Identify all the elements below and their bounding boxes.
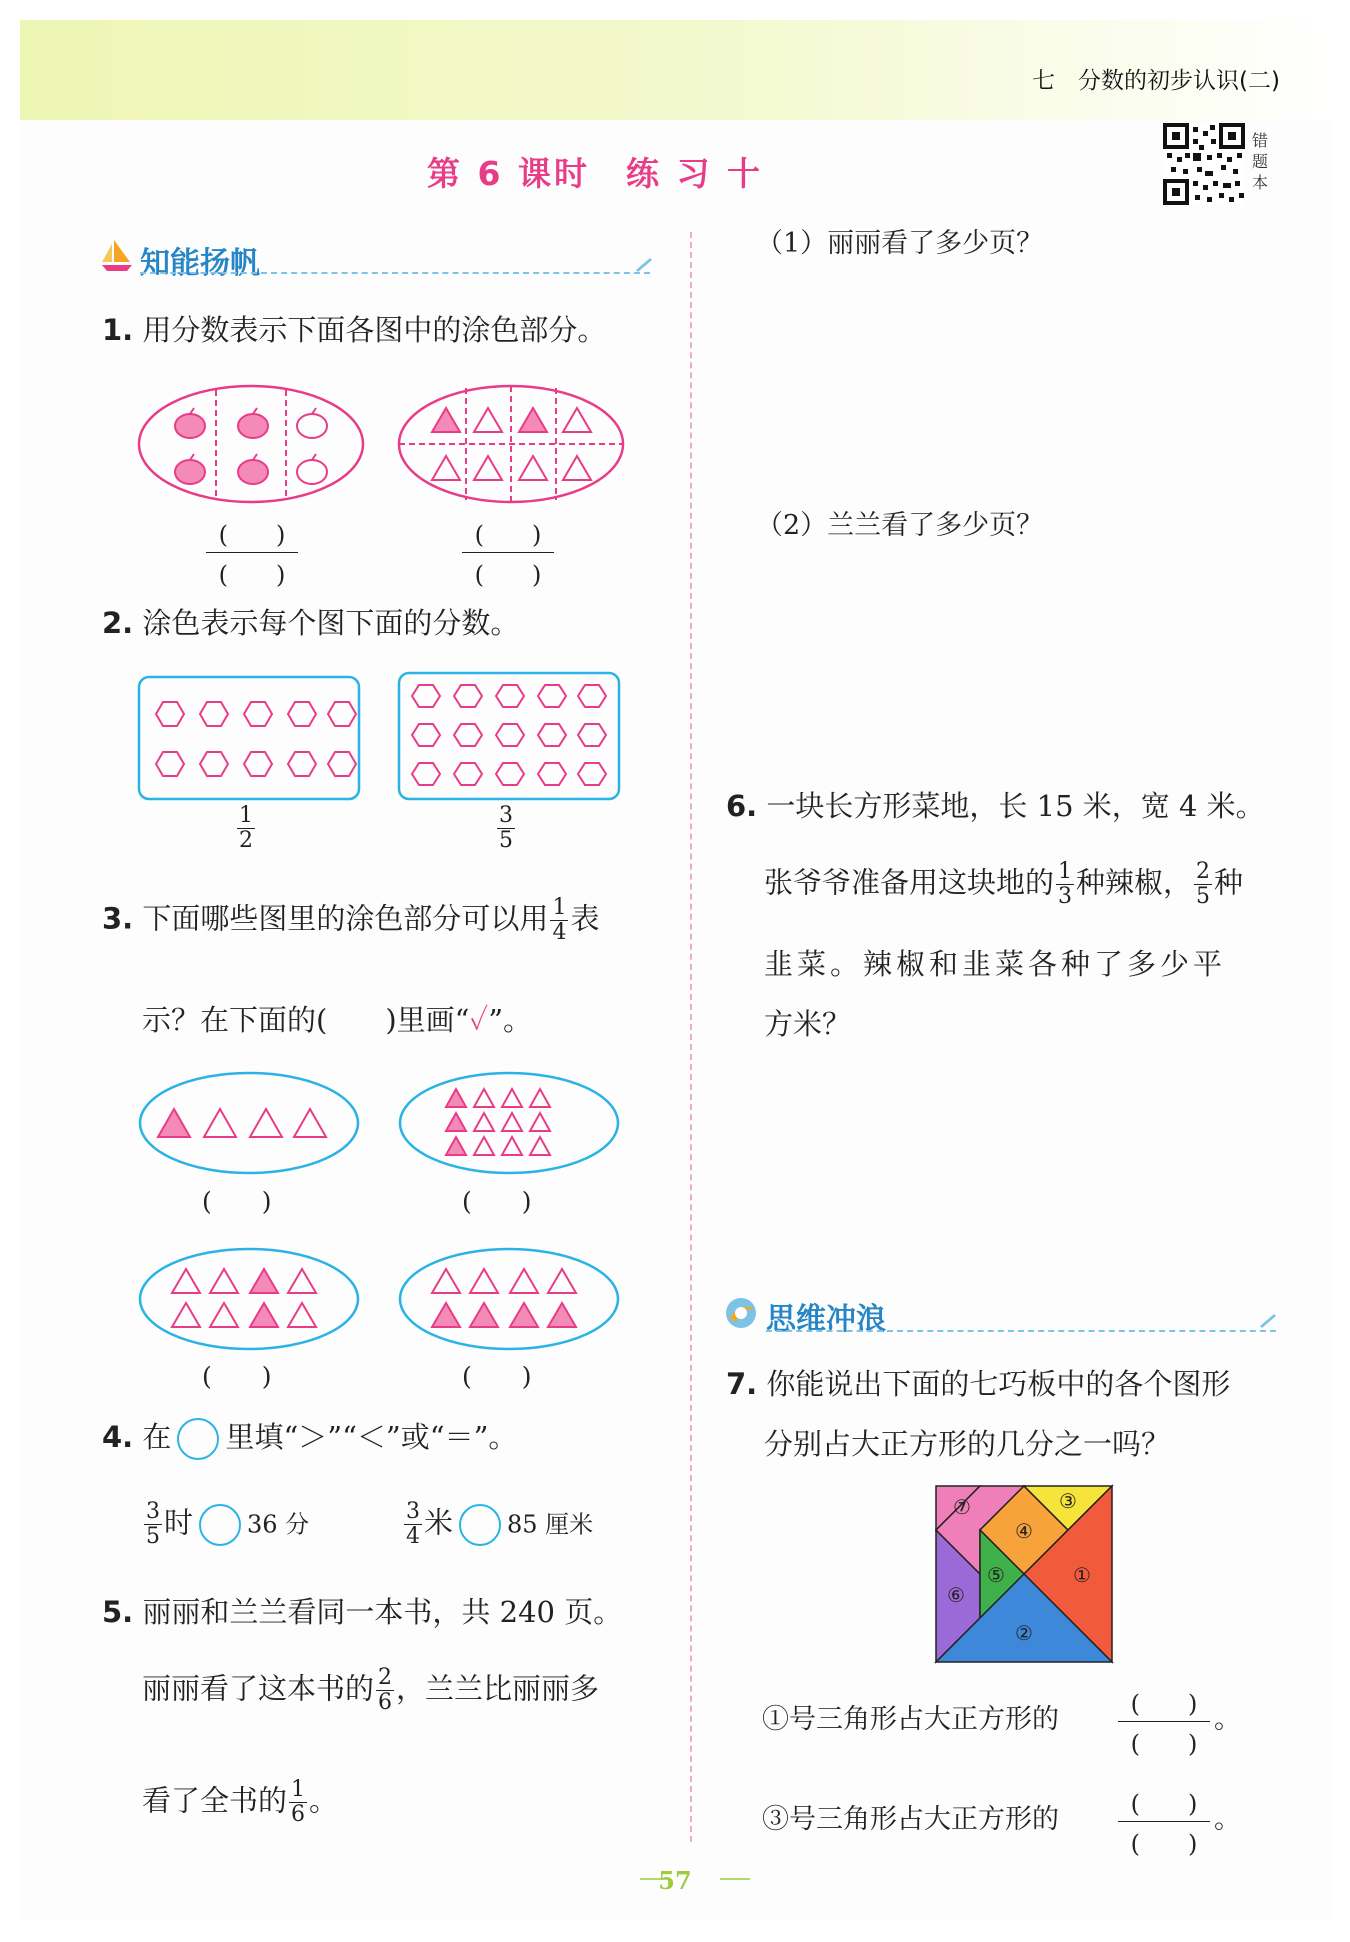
tangram-label-6: ⑥ [947, 1583, 965, 1607]
q6-line1: 6. 一块长方形菜地，长 15 米，宽 4 米。 [726, 789, 1265, 823]
q5-sub1: （1）丽丽看了多少页？ [756, 228, 1044, 259]
q3-answer-c[interactable]: ( ) [202, 1362, 272, 1391]
q4-item-2: $\frac{3}{4}$ 米 85 厘米 [406, 1499, 594, 1549]
q6-line3: 韭菜。辣椒和韭菜各种了多少平 [764, 947, 1227, 981]
q7-answer-1-end: 。 [1214, 1704, 1241, 1735]
q1-text: 1. 用分数表示下面各图中的涂色部分。 [102, 313, 607, 347]
tangram-label-5: ⑤ [987, 1563, 1005, 1587]
q2-fraction-1: $\frac{1}{2}$ [239, 803, 253, 853]
q3-figure-a [138, 1071, 360, 1175]
q3-figure-c [138, 1247, 360, 1351]
q7-answer-blank-1[interactable]: ( ) ( ) [1118, 1684, 1210, 1759]
tangram-label-4: ④ [1015, 1519, 1033, 1543]
q1-answer-blank-1[interactable]: ( ) ( ) [206, 515, 298, 590]
pen-icon [1258, 1312, 1278, 1328]
tangram-label-7: ⑦ [953, 1495, 971, 1519]
hexagon-box-1[interactable] [138, 676, 360, 800]
q5-line1: 5. 丽丽和兰兰看同一本书，共 240 页。 [102, 1595, 623, 1629]
q4-circle-example [177, 1418, 219, 1460]
q7-line1: 7. 你能说出下面的七巧板中的各个图形 [726, 1367, 1231, 1401]
q7-answer-2: ③号三角形占大正方形的 [762, 1804, 1059, 1835]
q3-answer-d[interactable]: ( ) [462, 1362, 532, 1391]
q4-text: 4. 在 里填“＞”“＜”或“＝”。 [102, 1418, 517, 1460]
column-divider [690, 232, 692, 1842]
q5-line2: 丽丽看了这本书的 $\frac{2}{6}$ ，兰兰比丽丽多 [142, 1665, 600, 1715]
q3-answer-a[interactable]: ( ) [202, 1187, 272, 1216]
q4-compare-circle-1[interactable] [199, 1504, 241, 1546]
tangram-label-2: ② [1015, 1621, 1033, 1645]
qr-code-icon[interactable] [1163, 123, 1245, 205]
tangram-figure [936, 1486, 1112, 1662]
section-title-basic: 知能扬帆 [140, 246, 260, 281]
sailboat-icon [100, 238, 134, 272]
lesson-title: 第 6 课时 练 习 十 [427, 154, 763, 193]
q7-answer-blank-2[interactable]: ( ) ( ) [1118, 1784, 1210, 1859]
surf-icon [724, 1296, 758, 1330]
triangle-oval-figure [396, 382, 626, 507]
apple-oval-figure [136, 382, 366, 507]
q2-fraction-2: $\frac{3}{5}$ [499, 803, 513, 853]
pen-icon [634, 256, 654, 272]
tangram-label-3: ③ [1059, 1489, 1077, 1513]
q2-text: 2. 涂色表示每个图下面的分数。 [102, 606, 520, 640]
section-underline [766, 1330, 1276, 1332]
q5-sub2: （2）兰兰看了多少页？ [756, 510, 1044, 541]
q4-item-1: $\frac{3}{5}$ 时 36 分 [146, 1499, 310, 1549]
q3-line2: 示？在下面的( )里画“✓”。 [142, 1003, 533, 1037]
q3-answer-b[interactable]: ( ) [462, 1187, 532, 1216]
tangram-label-1: ① [1073, 1563, 1091, 1587]
section-title-thinking: 思维冲浪 [766, 1302, 886, 1337]
q7-answer-2-end: 。 [1214, 1804, 1241, 1835]
q3-line1: 3. 下面哪些图里的涂色部分可以用 $\frac{1}{4}$ 表 [102, 895, 600, 945]
q5-line3: 看了全书的 $\frac{1}{6}$ 。 [142, 1777, 339, 1827]
hexagon-box-2[interactable] [398, 672, 620, 800]
q1-answer-blank-2[interactable]: ( ) ( ) [462, 515, 554, 590]
chapter-title: 七 分数的初步认识(二) [1032, 68, 1280, 94]
qr-label: 错题本 [1252, 131, 1269, 192]
page-number: 57 [658, 1866, 692, 1895]
section-underline [140, 272, 650, 274]
q3-figure-d [398, 1247, 620, 1351]
q6-line4: 方米？ [764, 1007, 852, 1041]
q7-line2: 分别占大正方形的几分之一吗？ [764, 1427, 1171, 1461]
q7-answer-1: ①号三角形占大正方形的 [762, 1704, 1059, 1735]
q3-figure-b [398, 1071, 620, 1175]
q4-compare-circle-2[interactable] [459, 1504, 501, 1546]
q6-line2: 张爷爷准备用这块地的 $\frac{1}{3}$ 种辣椒， $\frac{2}{5}$ 种 [764, 859, 1244, 909]
